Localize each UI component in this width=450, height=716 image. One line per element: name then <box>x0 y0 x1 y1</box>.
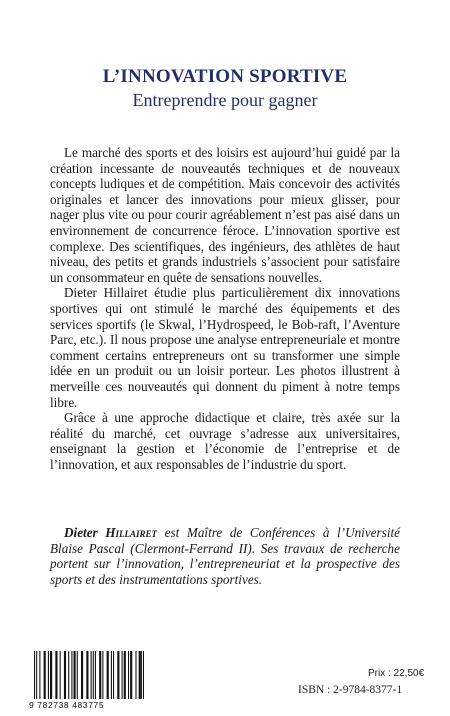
barcode-bar <box>113 651 114 699</box>
barcode-block <box>29 651 149 710</box>
barcode-bar <box>60 651 61 699</box>
barcode-bar <box>44 651 46 699</box>
barcode-bar <box>74 651 76 699</box>
barcode-bar <box>111 651 112 699</box>
barcode-bar <box>81 651 83 699</box>
barcode-bar <box>128 651 129 699</box>
author-name: Dieter Hillairet <box>64 525 158 540</box>
barcode-bar <box>91 651 92 699</box>
barcode-bar <box>124 651 126 699</box>
barcode-bar <box>135 651 136 699</box>
barcode-bar <box>130 651 132 699</box>
cover-header <box>0 66 450 111</box>
barcode-bar <box>95 651 96 699</box>
isbn-label: ISBN : 2-9784-8377-1 <box>298 684 403 696</box>
barcode-image <box>33 651 145 699</box>
blurb <box>50 145 400 472</box>
barcode-bar <box>99 651 101 699</box>
barcode-bar <box>86 651 88 699</box>
barcode-number: 9 782738 483775 <box>29 700 105 710</box>
barcode-bar <box>34 651 35 699</box>
author-bio <box>50 525 400 587</box>
barcode-bar <box>122 651 123 699</box>
barcode-bar <box>139 651 141 699</box>
barcode-bar <box>55 651 57 699</box>
blurb-paragraph-1: Le marché des sports et des loisirs est aujourd’hui guidé par la création incessante de nouveautés techniques et de nouveaux concepts ludiques et de compétition. Mais concevoir des activités originales et lancer des innovations pour mieux glisser, pour nager plus vite ou pour courir agréablement n’est pas aisé dans un environnement de concurrence féroce. L’innovation sportive est complexe. Des scientifiques, des ingénieurs, des athlètes de haut niveau, des petits et grands industriels s’associent pour satisfaire un consommateur en quête de sensations nouvelles. <box>50 145 400 285</box>
barcode-bar <box>141 651 142 699</box>
book-subtitle: Entreprendre pour gagner <box>132 90 318 110</box>
blurb-paragraph-3: Grâce à une approche didactique et claire, très axée sur la réalité du marché, cet ouvrage s’adresse aux universitaires, enseignant la gestion et l’économie de l’entreprise et de l’innovation, et aux responsables de l’industrie du sport. <box>50 410 400 472</box>
barcode-bar <box>48 651 49 699</box>
barcode-bar <box>64 651 66 699</box>
barcode-bar <box>50 651 52 699</box>
price-label: Prix : 22,50€ <box>368 668 425 679</box>
book-title: L’INNOVATION SPORTIVE <box>102 66 348 87</box>
barcode-bar <box>36 651 37 699</box>
barcode-bar <box>143 651 144 699</box>
barcode-bar <box>68 651 69 699</box>
barcode-bar <box>39 651 40 699</box>
barcode-bar <box>77 651 78 699</box>
blurb-paragraph-2: Dieter Hillairet étudie plus particulièrement dix innovations sportives qui ont stimulé le marché des équipements et des services sportifs (le Skwal, l’Hydrospeed, le Bob-raft, l’Aventure Parc, etc.). Il nous propose une analyse entrepreneuriale et montre comment certains entrepreneurs ont su transformer une simple idée en un produit ou un loisir porteur. Les photos illustrent à merveille ces nouveautés qui donnent du piment à notre temps libre. <box>50 285 400 410</box>
barcode-bar <box>102 651 103 699</box>
author-bio-text: est Maître de Conférences à l’Université Blaise Pascal (Clermont-Ferrand II). Ses travaux de recherche portent sur l’innovation, l’entrepreneuriat et la prospective des sports et des instrumentations sportives. <box>50 525 401 587</box>
barcode-bar <box>117 651 119 699</box>
barcode-bar <box>93 651 94 699</box>
barcode-bar <box>107 651 109 699</box>
barcode-bar <box>71 651 72 699</box>
